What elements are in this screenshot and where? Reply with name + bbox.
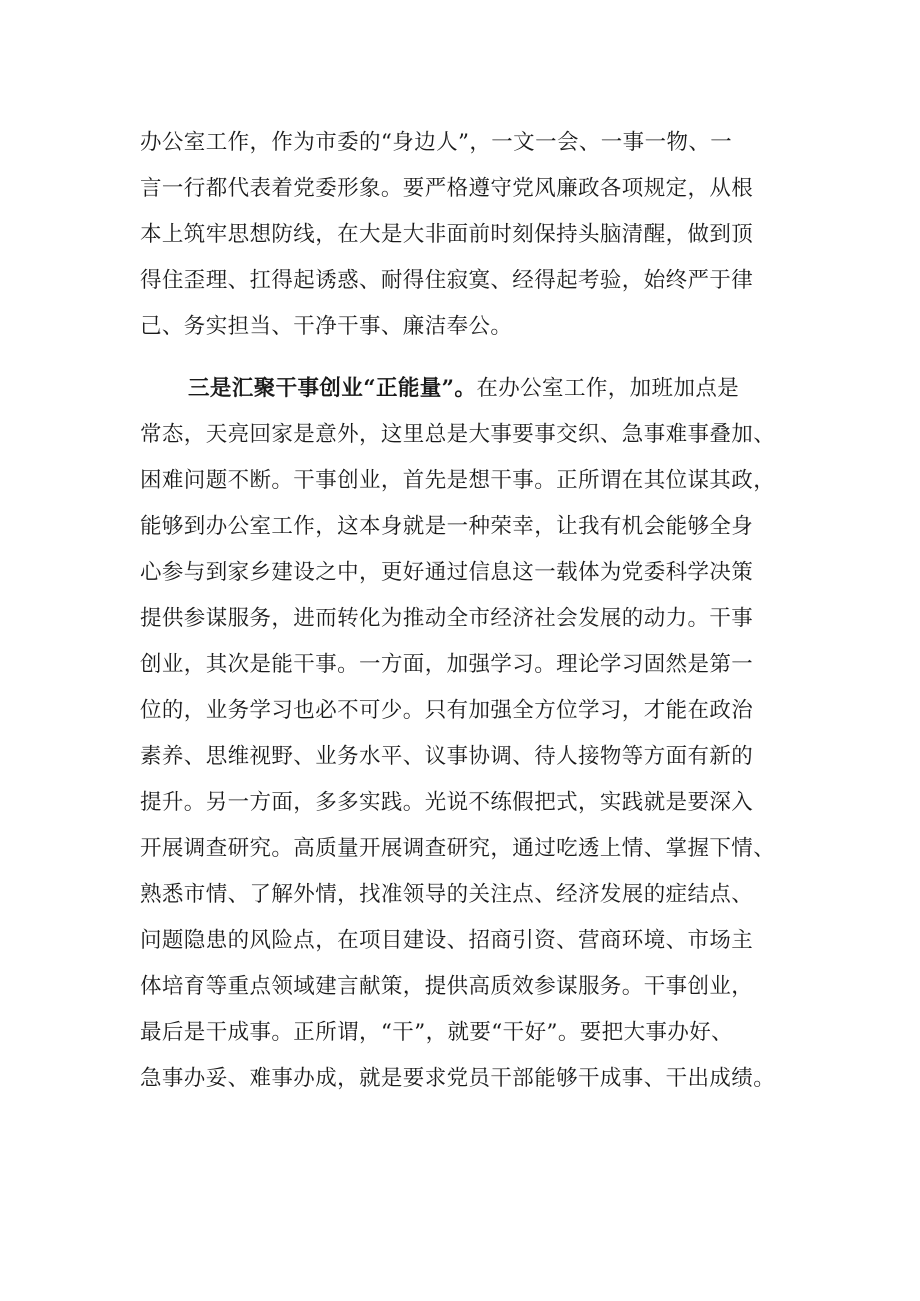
paragraph-line: 开展调查研究。高质量开展调查研究，通过吃透上情、掌握下情、 (140, 836, 776, 861)
paragraph-line: 位的，业务学习也必不可少。只有加强全方位学习，才能在政治 (140, 698, 754, 723)
paragraph-1 (140, 120, 790, 350)
first-line-text: 在办公室工作，加班加点是 (476, 376, 740, 401)
paragraph-line: 熟悉市情、了解外情，找准领导的关注点、经济发展的症结点、 (140, 882, 754, 907)
paragraph-2 (140, 366, 790, 1102)
paragraph-line: 提供参谋服务，进而转化为推动全市经济社会发展的动力。干事 (140, 606, 754, 631)
paragraph-line: 言一行都代表着党委形象。要严格遵守党风廉政各项规定，从根 (140, 176, 754, 201)
paragraph-line: 己、务实担当、干净干事、廉洁奉公。 (140, 314, 513, 339)
paragraph-line: 办公室工作，作为市委的“身边人”，一文一会、一事一物、一 (140, 130, 733, 155)
paragraph-line: 最后是干成事。正所谓，“干”，就要“干好”。要把大事办好、 (140, 1020, 734, 1045)
paragraph-line: 心参与到家乡建设之中，更好通过信息这一载体为党委科学决策 (140, 560, 754, 585)
paragraph-line: 创业，其次是能干事。一方面，加强学习。理论学习固然是第一 (140, 652, 754, 677)
section-heading: 三是汇聚干事创业“正能量”。 (188, 376, 477, 401)
paragraph-line: 急事办妥、难事办成，就是要求党员干部能够干成事、干出成绩。 (140, 1066, 776, 1091)
paragraph-line: 得住歪理、扛得起诱惑、耐得住寂寞、经得起考验，始终严于律 (140, 268, 754, 293)
paragraph-line: 提升。另一方面，多多实践。光说不练假把式，实践就是要深入 (140, 790, 754, 815)
paragraph-line: 问题隐患的风险点，在项目建设、招商引资、营商环境、市场主 (140, 928, 754, 953)
paragraph-line: 常态，天亮回家是意外，这里总是大事要事交织、急事难事叠加、 (140, 422, 776, 447)
paragraph-line: 体培育等重点领域建言献策，提供高质效参谋服务。干事创业， (140, 974, 754, 999)
paragraph-line: 能够到办公室工作，这本身就是一种荣幸，让我有机会能够全身 (140, 514, 754, 539)
paragraph-first-line (140, 366, 790, 412)
paragraph-line: 素养、思维视野、业务水平、议事协调、待人接物等方面有新的 (140, 744, 754, 769)
paragraph-line: 困难问题不断。干事创业，首先是想干事。正所谓在其位谋其政， (140, 468, 776, 493)
paragraph-line: 本上筑牢思想防线，在大是大非面前时刻保持头脑清醒，做到顶 (140, 222, 754, 247)
